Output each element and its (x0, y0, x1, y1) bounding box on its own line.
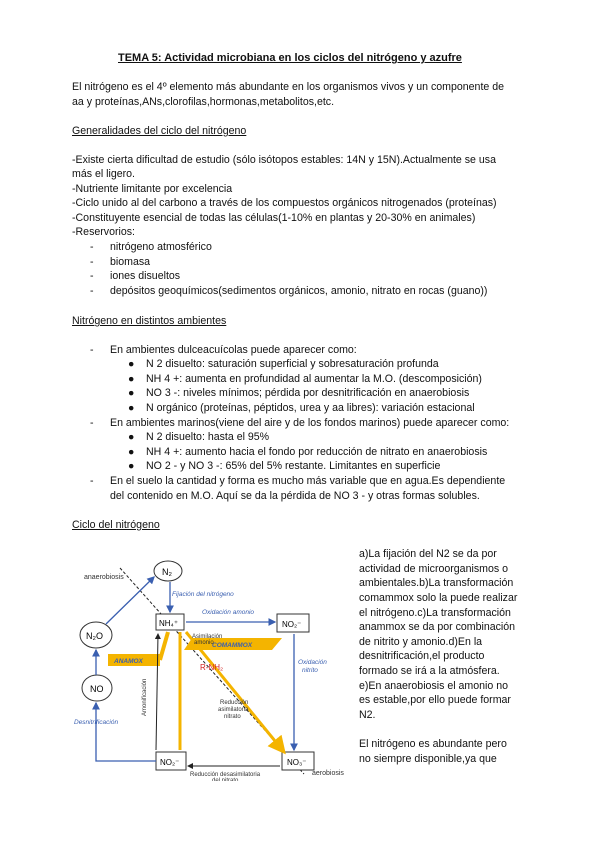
sub-list-item: NO 3 -: niveles mínimos; pérdida por desnitrificación en anaerobiosis (146, 387, 470, 399)
ammonia-oxidation-label: Oxidación amonio (202, 609, 255, 616)
dot-bullet: ● (128, 402, 135, 414)
dash-bullet: - (90, 344, 94, 356)
side-text-line: a)La fijación del N2 se da por (359, 548, 497, 560)
amonification-label: Amonificación (142, 678, 148, 716)
dot-bullet: ● (128, 431, 135, 443)
assim-reduction-label-2: asimilatoria (218, 707, 249, 713)
section-heading-generalidades: Generalidades del ciclo del nitrógeno (72, 125, 247, 137)
side-text-line: el nitrógeno.c)La transformación (359, 607, 511, 619)
n2o-to-n2-arrow (106, 577, 154, 624)
side-text-line: ambientales.b)La transformación (359, 577, 514, 589)
list-item: biomasa (110, 256, 151, 268)
anaerobiosis-label: anaerobiosis (84, 574, 124, 581)
dot-bullet: ● (128, 358, 135, 370)
dot-bullet: ● (128, 446, 135, 458)
dot-bullet: ● (128, 387, 135, 399)
side-text-line: El nitrógeno es abundante pero (359, 738, 507, 750)
side-text-line: de nitrito y amonio.d)En la (359, 636, 483, 648)
fixation-label: Fijación del nitrógeno (172, 591, 234, 598)
list-item: nitrógeno atmosférico (110, 241, 212, 253)
dash-bullet: - (90, 417, 94, 429)
nitrite-oxidation-label-2: nitrito (302, 667, 318, 674)
aerobiosis-label: aerobiosis (312, 770, 344, 777)
dot-bullet: ● (128, 373, 135, 385)
nitrogen-cycle-diagram (72, 556, 352, 781)
comammox-label: COMAMMOX (212, 642, 253, 649)
anammox-arrow (160, 632, 168, 660)
dash-bullet: - (90, 475, 94, 487)
section-heading-ciclo: Ciclo del nitrógeno (72, 519, 160, 531)
dash-bullet: - (90, 256, 94, 268)
sub-list-item: NH 4 +: aumenta en profundidad al aumentar la M.O. (descomposición) (146, 373, 482, 385)
list-item: En el suelo la cantidad y forma es mucho más variable que en agua.Es dependiente (110, 475, 506, 487)
paragraph-line: -Nutriente limitante por excelencia (72, 183, 233, 195)
n2o-label: N₂O (86, 631, 103, 641)
assim-reduction-label-1: Reducción (220, 700, 249, 706)
anammox-label: ANAMOX (114, 658, 143, 665)
n2-label: N₂ (162, 567, 172, 577)
side-text-line: formado se irá a la atmósfera. (359, 665, 500, 677)
dissim-reduction-label-1: Reducción desasimilatoria (190, 772, 261, 778)
sub-list-item: N 2 disuelto: hasta el 95% (146, 431, 270, 443)
side-text-line: comammox solo la puede realizar (359, 592, 518, 604)
no2-bottom-label: NO₂⁻ (160, 758, 180, 767)
document-title: TEMA 5: Actividad microbiana en los ciclos del nitrógeno y azufre (118, 52, 462, 64)
paragraph-line: -Existe cierta dificultad de estudio (sólo isótopos estables: 14N y 15N).Actualmente se usa (72, 154, 496, 166)
no-label: NO (90, 684, 104, 694)
list-item: depósitos geoquímicos(sedimentos orgánicos, amonio, nitrato en rocas (guano)) (110, 285, 488, 297)
side-text-line: e)En anaerobiosis el amonio no (359, 680, 508, 692)
assim-label-1: Asimilación (192, 634, 223, 640)
nitrite-oxidation-label-1: Oxidación (298, 659, 327, 666)
side-text-line: desnitrificación,el producto (359, 650, 485, 662)
sub-list-item: NO 2 - y NO 3 -: 65% del 5% restante. Limitantes en superficie (146, 460, 441, 472)
list-item-continuation: del contenido en M.O. Aquí se da la pérdida de NO 3 - y otras formas solubles. (110, 490, 480, 502)
no2-top-label: NO₂⁻ (282, 620, 302, 629)
side-text-line: anammox se da por combinación (359, 621, 516, 633)
paragraph-line: -Ciclo unido al del carbono a través de los compuestos orgánicos nitrogenados (proteínas) (72, 197, 497, 209)
paragraph-line: más el ligero. (72, 168, 135, 180)
sub-list-item: N 2 disuelto: saturación superficial y sobresaturación profunda (146, 358, 439, 370)
dissim-reduction-label-2: del nitrato (212, 778, 239, 781)
no3-label: NO₃⁻ (287, 758, 307, 767)
dash-bullet: - (90, 241, 94, 253)
section-heading-ambientes: Nitrógeno en distintos ambientes (72, 315, 227, 327)
side-text-line: no siempre disponible,ya que (359, 753, 497, 765)
denitrification-label: Desnitrificación (74, 719, 119, 726)
rnh-label: R-NH₂ (200, 663, 224, 672)
list-item: En ambientes dulceacuícolas puede aparecer como: (110, 344, 357, 356)
list-item: En ambientes marinos(viene del aire y de los fondos marinos) puede aparecer como: (110, 417, 510, 429)
list-item: iones disueltos (110, 270, 181, 282)
paragraph-line: -Reservorios: (72, 226, 135, 238)
side-text-line: es estable,por ello puede formar (359, 694, 511, 706)
amonification-arrow (156, 634, 158, 750)
intro-line-1: El nitrógeno es el 4º elemento más abundante en los organismos vivos y un componente de (72, 81, 505, 93)
sub-list-item: N orgánico (proteínas, péptidos, urea y aa libres): variación estacional (146, 402, 475, 414)
dash-bullet: - (90, 270, 94, 282)
sub-list-item: NH 4 +: aumento hacia el fondo por reducción de nitrato en anaerobiosis (146, 446, 488, 458)
paragraph-line: -Constituyente esencial de todas las células(1-10% en plantas y 20-30% en animales) (72, 212, 476, 224)
nh4-label: NH₄⁺ (159, 619, 179, 628)
assim-reduction-label-3: nitrato (224, 714, 241, 720)
dot-bullet: ● (128, 460, 135, 472)
dash-bullet: - (90, 285, 94, 297)
side-text-line: N2. (359, 709, 376, 721)
assim-label-2: amonio (194, 640, 214, 646)
intro-line-2: aa y proteínas,ANs,clorofilas,hormonas,metabolitos,etc. (72, 96, 335, 108)
side-text-line: actividad de microorganismos o (359, 563, 508, 575)
